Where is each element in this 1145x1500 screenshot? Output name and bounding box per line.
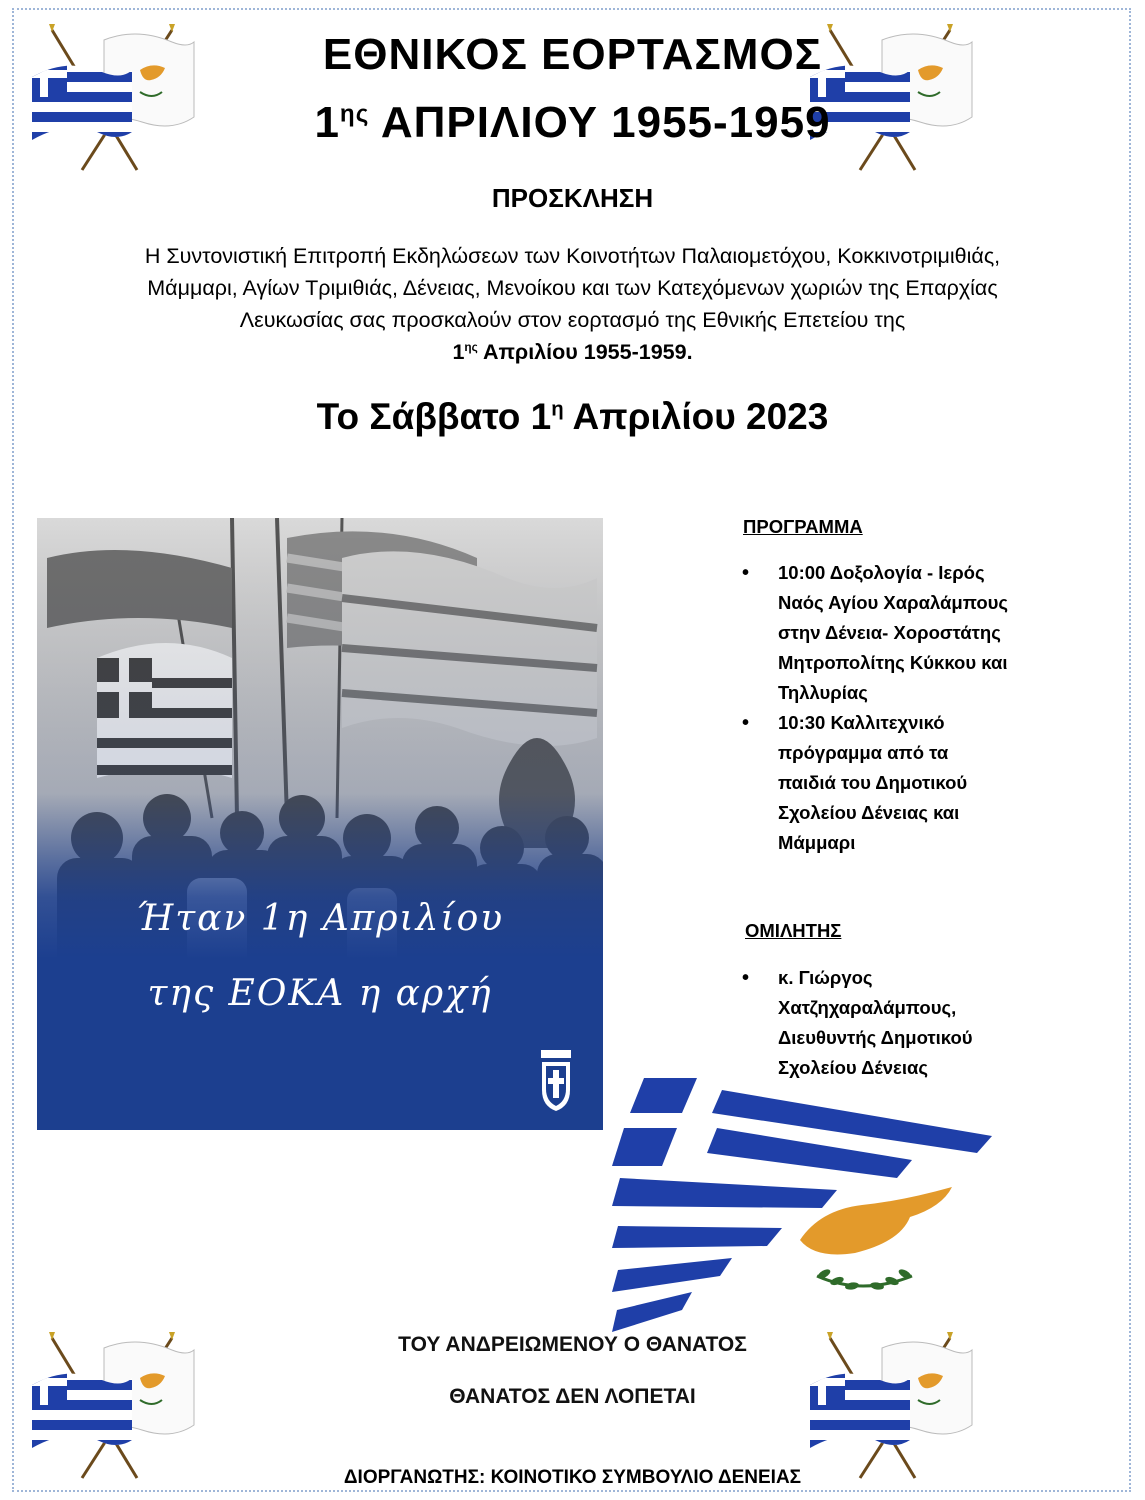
program-item-line: • 10:30 Καλλιτεχνικό [778,712,945,733]
invitation-anniversary [30,336,1115,368]
invitation-line: Η Συντονιστική Επιτροπή Εκδηλώσεων των Κοινοτήτων Παλαιομετόχου, Κοκκινοτριμιθιάς, [144,244,1001,268]
speaker-line: Σχολείου Δένειας [778,1057,928,1078]
event-title: ΕΘΝΙΚΟΣ ΕΟΡΤΑΣΜΟΣ [322,30,823,79]
invitation-heading: ΠΡΟΣΚΛΗΣΗ [491,183,654,213]
motto-line2: ΘΑΝΑΤΟΣ ΔΕΝ ΛΟΠΕΤΑΙ [449,1385,696,1408]
speaker-list [738,963,1058,1083]
program-item-line: Σχολείου Δένειας και [778,802,960,823]
date-ordinal: η [551,398,564,421]
date-prefix: Το Σάββατο 1 [316,396,552,437]
event-date [0,396,1145,438]
program-item-line: Μάμμαρι [778,832,856,853]
subtitle-ordinal: ης [339,100,370,128]
invitation-text [30,240,1115,368]
program-item [738,708,1058,858]
historic-photo-poster [37,518,603,1130]
subtitle-number: 1 [314,98,340,147]
anniversary-text: Απριλίου 1955-1959. [477,340,693,364]
anniversary-number: 1 [452,340,465,364]
motto-line1: ΤΟΥ ΑΝΔΡΕΙΩΜΕΝΟΥ Ο ΘΑΝΑΤΟΣ [398,1333,747,1356]
program-heading: ΠΡΟΓΡΑΜΜΑ [743,516,863,537]
program-item-line: Τηλλυρίας [778,682,868,703]
event-subtitle [0,98,1145,148]
shield-emblem-icon [540,1050,572,1112]
program-item-line: πρόγραμμα από τα [778,742,949,763]
organizer-text: ΔΙΟΡΓΑΝΩΤΗΣ: ΚΟΙΝΟΤΙΚΟ ΣΥΜΒΟΥΛΙΟ ΔΕΝΕΙΑΣ [343,1467,802,1488]
program-item-line: • 10:00 Δοξολογία - Ιερός [778,562,985,583]
program-item-line: στην Δένεια- Χοροστάτης [778,622,1001,643]
photo-caption-line1: Ήταν 1η Απριλίου [135,898,505,939]
photo-artwork [37,518,603,1130]
invitation-line: Μάμμαρι, Αγίων Τριμιθιάς, Δένειας, Μενοίκου και των Κατεχόμενων χωριών της Επαρχίας [147,276,998,300]
speaker-line: • κ. Γιώργος [778,967,873,988]
speaker-item [738,963,1058,1083]
date-suffix: Απριλίου 2023 [563,396,829,437]
anniversary-ordinal: ης [464,339,478,354]
photo-caption-line2: της ΕΟΚΑ η αρχή [147,973,493,1014]
speaker-line: Διευθυντής Δημοτικού [778,1027,973,1048]
program-item [738,558,1058,708]
program-item-line: Μητροπολίτης Κύκκου και [778,652,1008,673]
program-list [738,558,1058,858]
speaker-heading: ΟΜΙΛΗΤΗΣ [745,920,842,941]
program-item-line: Ναός Αγίου Χαραλάμπους [778,592,1009,613]
speaker-line: Χατζηχαραλάμπους, [778,997,957,1018]
program-item-line: παιδιά του Δημοτικού [778,772,968,793]
invitation-line: Λευκωσίας σας προσκαλούν στον εορτασμό της Εθνικής Επετείου της [239,308,906,332]
subtitle-text: ΑΠΡΙΛΙΟΥ 1955-1959 [369,98,831,147]
